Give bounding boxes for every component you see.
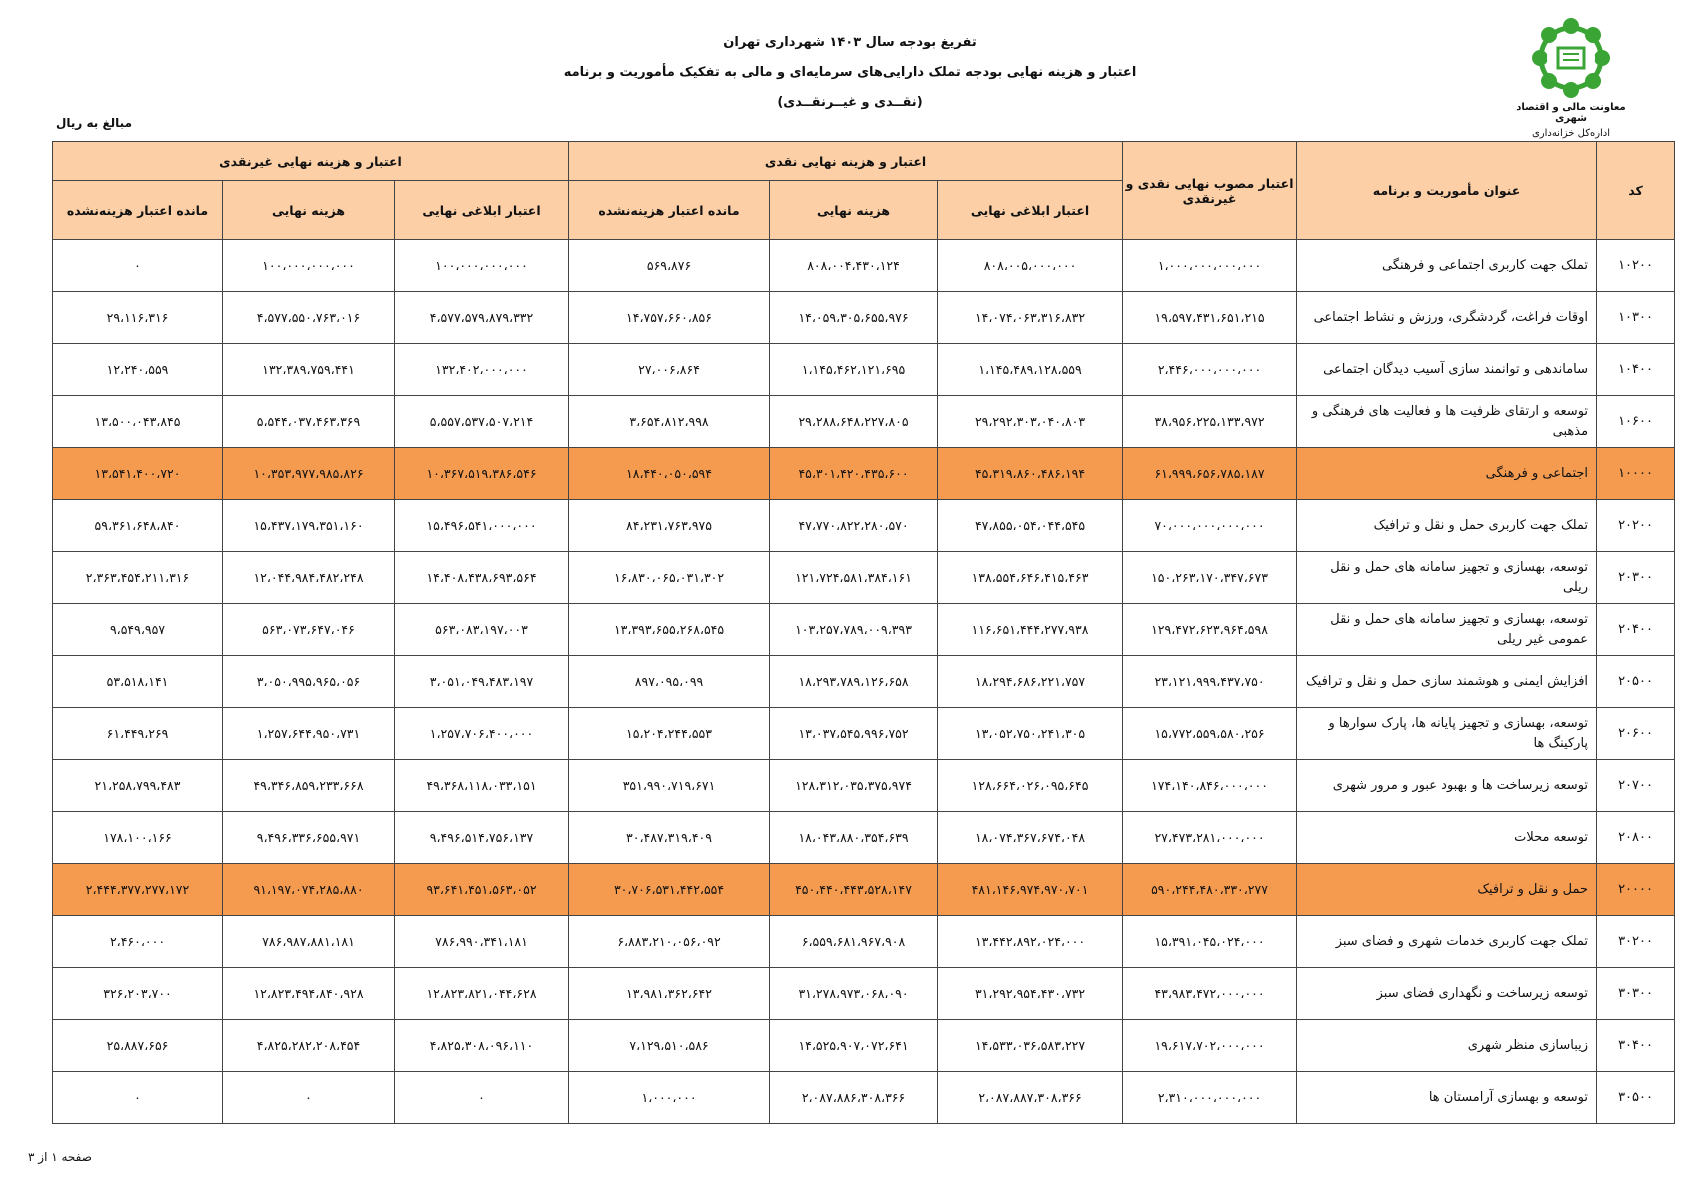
cell-cash-expense: ۲۹،۲۸۸،۶۴۸،۲۲۷،۸۰۵ [770, 396, 938, 448]
cell-code: ۱۰۰۰۰ [1597, 448, 1675, 500]
header-noncash-expense: هزینه نهایی [223, 181, 395, 240]
cell-cash-expense: ۱۸،۰۴۳،۸۸۰،۳۵۴،۶۳۹ [770, 812, 938, 864]
cell-cash-remaining: ۸۴،۲۳۱،۷۶۳،۹۷۵ [569, 500, 770, 552]
cell-code: ۱۰۳۰۰ [1597, 292, 1675, 344]
cell-noncash-remaining: ۲۹،۱۱۶،۳۱۶ [53, 292, 223, 344]
cell-code: ۲۰۰۰۰ [1597, 864, 1675, 916]
cell-noncash-remaining: ۲،۳۶۳،۴۵۴،۲۱۱،۳۱۶ [53, 552, 223, 604]
cell-cash-expense: ۴۷،۷۷۰،۸۲۲،۲۸۰،۵۷۰ [770, 500, 938, 552]
cell-noncash-allocated: ۱۴،۴۰۸،۴۳۸،۶۹۳،۵۶۴ [395, 552, 569, 604]
cell-code: ۲۰۲۰۰ [1597, 500, 1675, 552]
page-number: صفحه ۱ از ۳ [28, 1150, 92, 1164]
table-row [53, 968, 1675, 1020]
cell-noncash-remaining: ۱۷۸،۱۰۰،۱۶۶ [53, 812, 223, 864]
cell-code: ۲۰۷۰۰ [1597, 760, 1675, 812]
table-summary-row [53, 448, 1675, 500]
header-title: عنوان مأموریت و برنامه [1297, 142, 1597, 240]
cell-approved: ۵۹۰،۲۴۴،۴۸۰،۳۳۰،۲۷۷ [1123, 864, 1297, 916]
cell-approved: ۲،۳۱۰،۰۰۰،۰۰۰،۰۰۰ [1123, 1072, 1297, 1124]
cell-title: توسعه زیرساخت ها و بهبود عبور و مرور شهری [1297, 760, 1597, 812]
cell-title: توسعه محلات [1297, 812, 1597, 864]
cell-noncash-allocated: ۰ [395, 1072, 569, 1124]
cell-noncash-remaining: ۰ [53, 240, 223, 292]
cell-approved: ۱۵۰،۲۶۳،۱۷۰،۳۴۷،۶۷۳ [1123, 552, 1297, 604]
cell-cash-remaining: ۱۵،۲۰۴،۲۴۴،۵۵۳ [569, 708, 770, 760]
cell-noncash-expense: ۱۲،۰۴۴،۹۸۴،۴۸۲،۲۴۸ [223, 552, 395, 604]
cell-cash-allocated: ۳۱،۲۹۲،۹۵۴،۴۳۰،۷۳۲ [938, 968, 1123, 1020]
cell-noncash-expense: ۹۱،۱۹۷،۰۷۴،۲۸۵،۸۸۰ [223, 864, 395, 916]
cell-noncash-remaining: ۲۱،۲۵۸،۷۹۹،۴۸۳ [53, 760, 223, 812]
table-row [53, 604, 1675, 656]
cell-code: ۲۰۳۰۰ [1597, 552, 1675, 604]
header-approved: اعتبار مصوب نهایی نقدی و غیرنقدی [1123, 142, 1297, 240]
cell-code: ۱۰۶۰۰ [1597, 396, 1675, 448]
cell-cash-remaining: ۱،۰۰۰،۰۰۰ [569, 1072, 770, 1124]
currency-unit-label: مبالغ به ریال [56, 116, 133, 130]
cell-cash-expense: ۴۵۰،۴۴۰،۴۴۳،۵۲۸،۱۴۷ [770, 864, 938, 916]
page-title: تفریغ بودجه سال ۱۴۰۳ شهرداری تهران [723, 35, 977, 50]
cell-noncash-expense: ۱۰،۳۵۳،۹۷۷،۹۸۵،۸۲۶ [223, 448, 395, 500]
cell-noncash-remaining: ۹،۵۴۹،۹۵۷ [53, 604, 223, 656]
header-cash-remaining: مانده اعتبار هزینه‌نشده [569, 181, 770, 240]
table-row [53, 500, 1675, 552]
page-subtitle: اعتبار و هزینه نهایی بودجه تملک دارایی‌های سرمایه‌ای و مالی به تفکیک مأموریت و برنامه [563, 65, 1137, 80]
cell-cash-expense: ۴۵،۳۰۱،۴۲۰،۴۳۵،۶۰۰ [770, 448, 938, 500]
cell-title: اوقات فراغت، گردشگری، ورزش و نشاط اجتماعی [1297, 292, 1597, 344]
cell-title: توسعه زیرساخت و نگهداری فضای سبز [1297, 968, 1597, 1020]
cell-noncash-remaining: ۰ [53, 1072, 223, 1124]
cell-approved: ۷۰،۰۰۰،۰۰۰،۰۰۰،۰۰۰ [1123, 500, 1297, 552]
header-noncash-remaining: مانده اعتبار هزینه‌نشده [53, 181, 223, 240]
cell-cash-expense: ۱،۱۴۵،۴۶۲،۱۲۱،۶۹۵ [770, 344, 938, 396]
cell-noncash-allocated: ۴۹،۳۶۸،۱۱۸،۰۳۳،۱۵۱ [395, 760, 569, 812]
table-row [53, 1020, 1675, 1072]
cell-noncash-allocated: ۱۵،۴۹۶،۵۴۱،۰۰۰،۰۰۰ [395, 500, 569, 552]
cell-cash-allocated: ۱۴،۵۳۳،۰۳۶،۵۸۳،۲۲۷ [938, 1020, 1123, 1072]
cell-cash-expense: ۱۴،۵۲۵،۹۰۷،۰۷۲،۶۴۱ [770, 1020, 938, 1072]
header-noncash-group: اعتبار و هزینه نهایی غیرنقدی [53, 142, 569, 181]
cell-title: تملک جهت کاربری حمل و نقل و ترافیک [1297, 500, 1597, 552]
cell-cash-remaining: ۱۳،۳۹۳،۶۵۵،۲۶۸،۵۴۵ [569, 604, 770, 656]
cell-cash-expense: ۱۸،۲۹۳،۷۸۹،۱۲۶،۶۵۸ [770, 656, 938, 708]
cell-noncash-remaining: ۶۱،۴۴۹،۲۶۹ [53, 708, 223, 760]
cell-noncash-expense: ۱۲،۸۲۳،۴۹۴،۸۴۰،۹۲۸ [223, 968, 395, 1020]
cell-code: ۱۰۴۰۰ [1597, 344, 1675, 396]
cell-noncash-expense: ۴۹،۳۴۶،۸۵۹،۲۳۳،۶۶۸ [223, 760, 395, 812]
cell-title: افزایش ایمنی و هوشمند سازی حمل و نقل و ترافیک [1297, 656, 1597, 708]
cell-code: ۳۰۲۰۰ [1597, 916, 1675, 968]
cell-cash-remaining: ۵۶۹،۸۷۶ [569, 240, 770, 292]
cell-cash-expense: ۳۱،۲۷۸،۹۷۳،۰۶۸،۰۹۰ [770, 968, 938, 1020]
cell-noncash-allocated: ۵،۵۵۷،۵۳۷،۵۰۷،۲۱۴ [395, 396, 569, 448]
cell-noncash-remaining: ۱۲،۲۴۰،۵۵۹ [53, 344, 223, 396]
cell-noncash-expense: ۴،۵۷۷،۵۵۰،۷۶۳،۰۱۶ [223, 292, 395, 344]
cell-noncash-expense: ۱۰۰،۰۰۰،۰۰۰،۰۰۰ [223, 240, 395, 292]
cell-approved: ۱۹،۶۱۷،۷۰۲،۰۰۰،۰۰۰ [1123, 1020, 1297, 1072]
cell-cash-allocated: ۱۸،۲۹۴،۶۸۶،۲۲۱،۷۵۷ [938, 656, 1123, 708]
cell-approved: ۶۱،۹۹۹،۶۵۶،۷۸۵،۱۸۷ [1123, 448, 1297, 500]
cell-cash-allocated: ۱۴،۰۷۴،۰۶۳،۳۱۶،۸۳۲ [938, 292, 1123, 344]
header-cash-allocated: اعتبار ابلاغی نهایی [938, 181, 1123, 240]
cell-noncash-remaining: ۲،۴۶۰،۰۰۰ [53, 916, 223, 968]
cell-cash-allocated: ۱۱۶،۶۵۱،۴۴۴،۲۷۷،۹۳۸ [938, 604, 1123, 656]
cell-cash-remaining: ۳،۶۵۴،۸۱۲،۹۹۸ [569, 396, 770, 448]
cell-noncash-remaining: ۵۳،۵۱۸،۱۴۱ [53, 656, 223, 708]
cell-noncash-expense: ۰ [223, 1072, 395, 1124]
cell-cash-allocated: ۱۳،۴۴۲،۸۹۲،۰۲۴،۰۰۰ [938, 916, 1123, 968]
table-row [53, 344, 1675, 396]
cell-approved: ۲۷،۴۷۳،۲۸۱،۰۰۰،۰۰۰ [1123, 812, 1297, 864]
cell-title: حمل و نقل و ترافیک [1297, 864, 1597, 916]
cell-approved: ۲۳،۱۲۱،۹۹۹،۴۳۷،۷۵۰ [1123, 656, 1297, 708]
cell-noncash-allocated: ۱۰۰،۰۰۰،۰۰۰،۰۰۰ [395, 240, 569, 292]
cell-approved: ۱۹،۵۹۷،۴۳۱،۶۵۱،۲۱۵ [1123, 292, 1297, 344]
logo-line-2: اداره‌کل خزانه‌داری [1531, 128, 1611, 139]
cell-approved: ۱۲۹،۴۷۲،۶۲۳،۹۶۴،۵۹۸ [1123, 604, 1297, 656]
cell-code: ۱۰۲۰۰ [1597, 240, 1675, 292]
cell-code: ۲۰۸۰۰ [1597, 812, 1675, 864]
cell-approved: ۴۳،۹۸۳،۴۷۲،۰۰۰،۰۰۰ [1123, 968, 1297, 1020]
cell-cash-remaining: ۳۰،۷۰۶،۵۳۱،۴۴۲،۵۵۴ [569, 864, 770, 916]
cell-title: تملک جهت کاربری خدمات شهری و فضای سبز [1297, 916, 1597, 968]
table-summary-row [53, 864, 1675, 916]
cell-cash-allocated: ۸۰۸،۰۰۵،۰۰۰،۰۰۰ [938, 240, 1123, 292]
cell-cash-remaining: ۶،۸۸۳،۲۱۰،۰۵۶،۰۹۲ [569, 916, 770, 968]
cell-noncash-allocated: ۹،۴۹۶،۵۱۴،۷۵۶،۱۳۷ [395, 812, 569, 864]
cell-title: توسعه و بهسازی آرامستان ها [1297, 1072, 1597, 1124]
cell-approved: ۳۸،۹۵۶،۲۲۵،۱۳۳،۹۷۲ [1123, 396, 1297, 448]
table-row [53, 916, 1675, 968]
cell-noncash-allocated: ۳،۰۵۱،۰۴۹،۴۸۳،۱۹۷ [395, 656, 569, 708]
budget-table [52, 141, 1675, 1124]
table-row [53, 552, 1675, 604]
table-row [53, 812, 1675, 864]
header-noncash-allocated: اعتبار ابلاغی نهایی [395, 181, 569, 240]
cell-approved: ۱۷۴،۱۴۰،۸۴۶،۰۰۰،۰۰۰ [1123, 760, 1297, 812]
cell-approved: ۱۵،۳۹۱،۰۴۵،۰۲۴،۰۰۰ [1123, 916, 1297, 968]
table-row [53, 240, 1675, 292]
cell-cash-allocated: ۴۷،۸۵۵،۰۵۴،۰۴۴،۵۴۵ [938, 500, 1123, 552]
cell-cash-allocated: ۱۸،۰۷۴،۳۶۷،۶۷۴،۰۴۸ [938, 812, 1123, 864]
cell-title: توسعه، بهسازی و تجهیز سامانه های حمل و نقل ریلی [1297, 552, 1597, 604]
cell-cash-remaining: ۱۴،۷۵۷،۶۶۰،۸۵۶ [569, 292, 770, 344]
cell-noncash-allocated: ۴،۵۷۷،۵۷۹،۸۷۹،۳۳۲ [395, 292, 569, 344]
table-row [53, 760, 1675, 812]
cell-title: تملک جهت کاربری اجتماعی و فرهنگی [1297, 240, 1597, 292]
cell-noncash-allocated: ۱،۲۵۷،۷۰۶،۴۰۰،۰۰۰ [395, 708, 569, 760]
table-row [53, 1072, 1675, 1124]
cell-cash-expense: ۱۲۱،۷۲۴،۵۸۱،۳۸۴،۱۶۱ [770, 552, 938, 604]
cell-noncash-remaining: ۱۳،۵۰۰،۰۴۳،۸۴۵ [53, 396, 223, 448]
cell-code: ۳۰۳۰۰ [1597, 968, 1675, 1020]
budget-table-body [53, 240, 1675, 1124]
cell-approved: ۱۵،۷۷۲،۵۵۹،۵۸۰،۲۵۶ [1123, 708, 1297, 760]
cell-noncash-allocated: ۷۸۶،۹۹۰،۳۴۱،۱۸۱ [395, 916, 569, 968]
header-cash-group: اعتبار و هزینه نهایی نقدی [569, 142, 1123, 181]
cell-cash-allocated: ۴۵،۳۱۹،۸۶۰،۴۸۶،۱۹۴ [938, 448, 1123, 500]
cell-noncash-allocated: ۹۳،۶۴۱،۴۵۱،۵۶۳،۰۵۲ [395, 864, 569, 916]
cell-cash-expense: ۲،۰۸۷،۸۸۶،۳۰۸،۳۶۶ [770, 1072, 938, 1124]
logo-line-1: معاونت مالی و اقتصاد شهری [1516, 102, 1626, 124]
cell-code: ۲۰۶۰۰ [1597, 708, 1675, 760]
cell-noncash-expense: ۵۶۳،۰۷۳،۶۴۷،۰۴۶ [223, 604, 395, 656]
cell-noncash-expense: ۷۸۶،۹۸۷،۸۸۱،۱۸۱ [223, 916, 395, 968]
cell-noncash-remaining: ۲،۴۴۴،۳۷۷،۲۷۷،۱۷۲ [53, 864, 223, 916]
cell-title: توسعه، بهسازی و تجهیز سامانه های حمل و نقل عمومی غیر ریلی [1297, 604, 1597, 656]
organization-logo [1501, 18, 1641, 139]
cell-cash-expense: ۸۰۸،۰۰۴،۴۳۰،۱۲۴ [770, 240, 938, 292]
cell-noncash-allocated: ۴،۸۲۵،۳۰۸،۰۹۶،۱۱۰ [395, 1020, 569, 1072]
cell-title: زیباسازی منظر شهری [1297, 1020, 1597, 1072]
cell-cash-expense: ۶،۵۵۹،۶۸۱،۹۶۷،۹۰۸ [770, 916, 938, 968]
cell-cash-remaining: ۲۷،۰۰۶،۸۶۴ [569, 344, 770, 396]
cell-cash-remaining: ۸۹۷،۰۹۵،۰۹۹ [569, 656, 770, 708]
header-cash-expense: هزینه نهایی [770, 181, 938, 240]
table-row [53, 396, 1675, 448]
cell-cash-remaining: ۳۵۱،۹۹۰،۷۱۹،۶۷۱ [569, 760, 770, 812]
cell-cash-allocated: ۱۳۸،۵۵۴،۶۴۶،۴۱۵،۴۶۳ [938, 552, 1123, 604]
cell-cash-allocated: ۱۲۸،۶۶۴،۰۲۶،۰۹۵،۶۴۵ [938, 760, 1123, 812]
table-row [53, 292, 1675, 344]
cell-title: اجتماعی و فرهنگی [1297, 448, 1597, 500]
cell-approved: ۲،۴۴۶،۰۰۰،۰۰۰،۰۰۰ [1123, 344, 1297, 396]
cell-noncash-expense: ۱۵،۴۳۷،۱۷۹،۳۵۱،۱۶۰ [223, 500, 395, 552]
cell-cash-remaining: ۷،۱۲۹،۵۱۰،۵۸۶ [569, 1020, 770, 1072]
cell-noncash-allocated: ۵۶۳،۰۸۳،۱۹۷،۰۰۳ [395, 604, 569, 656]
cell-code: ۳۰۵۰۰ [1597, 1072, 1675, 1124]
cell-cash-expense: ۱۰۳،۲۵۷،۷۸۹،۰۰۹،۳۹۳ [770, 604, 938, 656]
cell-code: ۲۰۵۰۰ [1597, 656, 1675, 708]
cell-title: توسعه، بهسازی و تجهیز پایانه ها، پارک سوارها و پارکینگ ها [1297, 708, 1597, 760]
cell-noncash-remaining: ۳۲۶،۲۰۳،۷۰۰ [53, 968, 223, 1020]
cell-cash-remaining: ۱۳،۹۸۱،۳۶۲،۶۴۲ [569, 968, 770, 1020]
cell-noncash-remaining: ۲۵،۸۸۷،۶۵۶ [53, 1020, 223, 1072]
cell-cash-expense: ۱۴،۰۵۹،۳۰۵،۶۵۵،۹۷۶ [770, 292, 938, 344]
cell-cash-remaining: ۱۸،۴۴۰،۰۵۰،۵۹۴ [569, 448, 770, 500]
table-row [53, 708, 1675, 760]
cell-title: ساماندهی و توانمند سازی آسیب دیدگان اجتماعی [1297, 344, 1597, 396]
cell-cash-allocated: ۴۸۱،۱۴۶،۹۷۴،۹۷۰،۷۰۱ [938, 864, 1123, 916]
cell-noncash-expense: ۹،۴۹۶،۳۳۶،۶۵۵،۹۷۱ [223, 812, 395, 864]
tehran-municipality-emblem-icon [1523, 18, 1619, 98]
header-code: کد [1597, 142, 1675, 240]
cell-noncash-expense: ۱۳۲،۳۸۹،۷۵۹،۴۴۱ [223, 344, 395, 396]
cell-noncash-expense: ۵،۵۴۴،۰۳۷،۴۶۳،۳۶۹ [223, 396, 395, 448]
cell-noncash-remaining: ۵۹،۳۶۱،۶۴۸،۸۴۰ [53, 500, 223, 552]
cell-cash-allocated: ۲۹،۲۹۲،۳۰۳،۰۴۰،۸۰۳ [938, 396, 1123, 448]
cell-noncash-allocated: ۱۳۲،۴۰۲،۰۰۰،۰۰۰ [395, 344, 569, 396]
cell-noncash-expense: ۱،۲۵۷،۶۴۴،۹۵۰،۷۳۱ [223, 708, 395, 760]
cell-cash-remaining: ۱۶،۸۳۰،۰۶۵،۰۳۱،۳۰۲ [569, 552, 770, 604]
cell-title: توسعه و ارتقای ظرفیت ها و فعالیت های فرهنگی و مذهبی [1297, 396, 1597, 448]
cell-noncash-remaining: ۱۳،۵۴۱،۴۰۰،۷۲۰ [53, 448, 223, 500]
cell-cash-allocated: ۲،۰۸۷،۸۸۷،۳۰۸،۳۶۶ [938, 1072, 1123, 1124]
cell-cash-expense: ۱۳،۰۳۷،۵۴۵،۹۹۶،۷۵۲ [770, 708, 938, 760]
cell-code: ۳۰۴۰۰ [1597, 1020, 1675, 1072]
table-row [53, 656, 1675, 708]
cell-noncash-expense: ۳،۰۵۰،۹۹۵،۹۶۵،۰۵۶ [223, 656, 395, 708]
cell-cash-expense: ۱۲۸،۳۱۲،۰۳۵،۳۷۵،۹۷۴ [770, 760, 938, 812]
cell-cash-allocated: ۱،۱۴۵،۴۸۹،۱۲۸،۵۵۹ [938, 344, 1123, 396]
page-header [500, 28, 1200, 118]
cell-cash-remaining: ۳۰،۴۸۷،۳۱۹،۴۰۹ [569, 812, 770, 864]
cell-noncash-allocated: ۱۰،۳۶۷،۵۱۹،۳۸۶،۵۴۶ [395, 448, 569, 500]
cell-noncash-allocated: ۱۲،۸۲۳،۸۲۱،۰۴۴،۶۲۸ [395, 968, 569, 1020]
cell-cash-allocated: ۱۳،۰۵۲،۷۵۰،۲۴۱،۳۰۵ [938, 708, 1123, 760]
cell-code: ۲۰۴۰۰ [1597, 604, 1675, 656]
page-subtitle-type: (نقــدی و غیــرنقــدی) [777, 95, 923, 110]
cell-noncash-expense: ۴،۸۲۵،۲۸۲،۲۰۸،۴۵۴ [223, 1020, 395, 1072]
cell-approved: ۱،۰۰۰،۰۰۰،۰۰۰،۰۰۰ [1123, 240, 1297, 292]
